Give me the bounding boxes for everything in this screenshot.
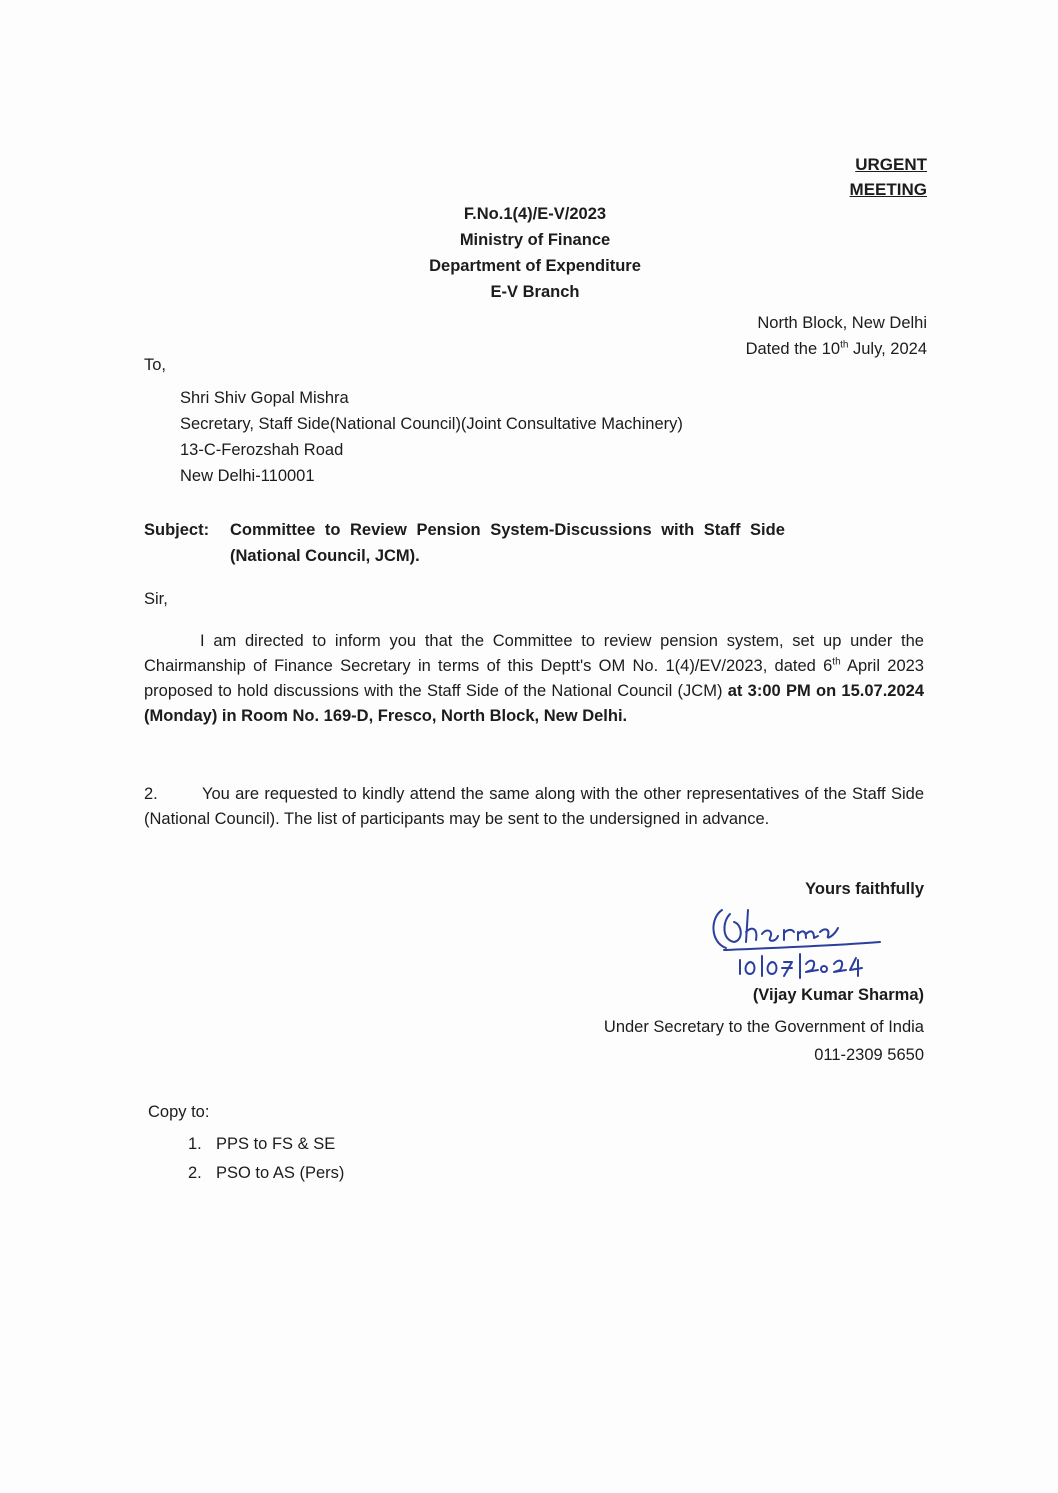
file-number: F.No.1(4)/E-V/2023 [463,205,607,223]
signatory-details [604,1013,924,1069]
letter-header [0,201,1058,305]
letter-date: Dated the 10th July, 2024 [745,339,927,358]
copy-to-list [188,1130,344,1188]
place-and-date [746,310,927,362]
closing: Yours faithfully [805,880,924,898]
signatory-phone: 011-2309 5650 [814,1046,924,1064]
subject-line [144,517,924,569]
handwritten-signature [700,900,920,990]
subject-text-line1: Committee to Review Pension System-Discussions with Staff Side [230,521,785,539]
location: North Block, New Delhi [757,314,927,332]
department-name: Department of Expenditure [429,257,641,275]
list-item: 1. PPS to FS & SE [188,1135,336,1153]
copy-to-label: Copy to: [148,1103,210,1121]
paragraph-2: 2. You are requested to kindly attend the same along with the other representatives of the Staff Side (National Council). The list of participants may be sent to the undersigned in advance. [144,782,924,832]
addressee-designation: Secretary, Staff Side(National Council)(Joint Consultative Machinery) [180,415,683,433]
signatory-name: (Vijay Kumar Sharma) [752,986,924,1004]
signatory-designation: Under Secretary to the Government of India [603,1018,924,1036]
urgent-meeting-flag [850,152,927,202]
addressee-street: 13-C-Ferozshah Road [180,441,344,459]
paragraph-number: 2. [144,785,158,803]
meeting-label: MEETING [849,180,927,199]
salutation: Sir, [144,590,168,608]
paragraph-1: I am directed to inform you that the Committee to review pension system, set up under the Chairmanship of Finance Secretary in terms of this Deptt's OM No. 1(4)/EV/2023, dated 6th April 2023 proposed to hold discussions with the Staff Side of the National Council (JCM) at 3:00 PM on 15.07.2024 (Monday) in Room No. 169-D, Fresco, North Block, New Delhi. [144,632,924,725]
meeting-details: at 3:00 PM on 15.07.2024 (Monday) in Room No. 169-D, Fresco, North Block, New Delhi. [144,682,924,725]
subject-label: Subject: [144,521,210,539]
addressee-block [180,385,683,489]
urgent-label: URGENT [855,155,927,174]
list-item: 2. PSO to AS (Pers) [188,1164,345,1182]
ministry-name: Ministry of Finance [459,231,611,249]
subject-text-line2: (National Council, JCM). [230,547,420,565]
branch-name: E-V Branch [490,283,580,301]
addressee-name: Shri Shiv Gopal Mishra [180,389,349,407]
addressee-city: New Delhi-110001 [180,467,315,485]
to-label: To, [144,356,167,374]
